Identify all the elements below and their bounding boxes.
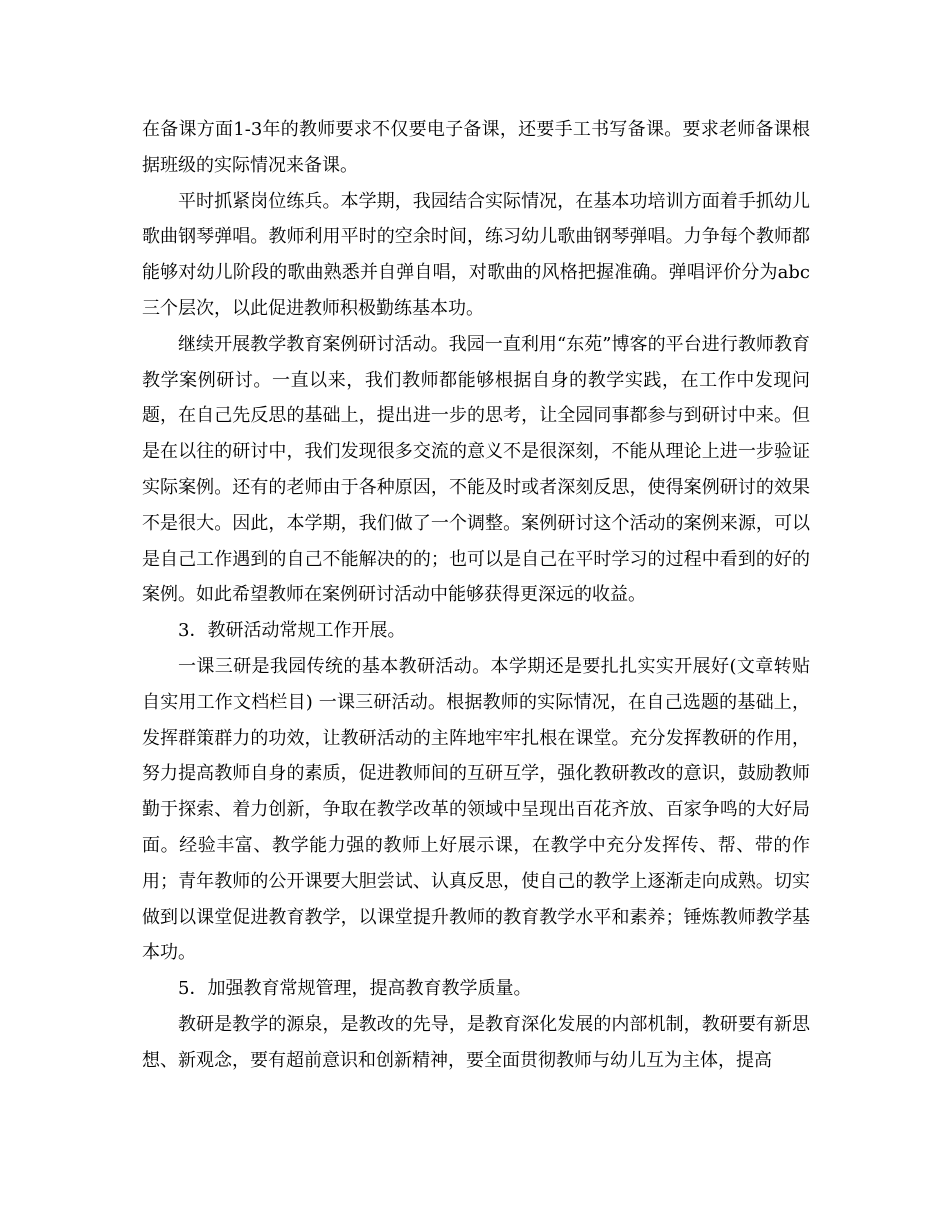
paragraph-skill-training: 平时抓紧岗位练兵。本学期，我园结合实际情况，在基本功培训方面着手抓幼儿歌曲钢琴弹唱。教师利用平时的空余时间，练习幼儿歌曲钢琴弹唱。力争每个教师都能够对幼儿阶段的歌曲熟悉并自弹自唱，对歌曲的风格把握准确。弹唱评价分为abc三个层次，以此促进教师积极勤练基本功。 <box>142 190 810 319</box>
paragraph-research-source: 教研是教学的源泉，是教改的先导，是教育深化发展的内部机制，教研要有新思想、新观念，要有超前意识和创新精神，要全面贯彻教师与幼儿互为主体，提高 <box>142 1013 810 1071</box>
paragraph-lesson-prep: 在备课方面1-3年的教师要求不仅要电子备课，还要手工书写备课。要求老师备课根据班级的实际情况来备课。 <box>142 119 810 176</box>
paragraph-one-lesson-three-research: 一课三研是我园传统的基本教研活动。本学期还是要扎扎实实开展好(文章转贴自实用工作文档栏目) 一课三研活动。根据教师的实际情况，在自己选题的基础上，发挥群策群力的功效，让教研活动的主阵地牢牢扎根在课堂。充分发挥教研的作用，努力提高教师自身的素质，促进教师间的互研互学，强化教研教改的意识，鼓励教师勤于探索、着力创新，争取在教学改革的领域中呈现出百花齐放、百家争鸣的大好局面。经验丰富、教学能力强的教师上好展示课，在教学中充分发挥传、帮、带的作用；青年教师的公开课要大胆尝试、认真反思，使自己的教学上逐渐走向成熟。切实做到以课堂促进教育教学，以课堂提升教师的教育教学水平和素养；锤炼教师教学基本功。 <box>142 655 810 964</box>
paragraph-case-study: 继续开展教学教育案例研讨活动。我园一直利用“东苑”博客的平台进行教师教育教学案例研讨。一直以来，我们教师都能够根据自身的教学实践，在工作中发现问题，在自己先反思的基础上，提出进一步的思考，让全园同事都参与到研讨中来。但是在以往的研讨中，我们发现很多交流的意义不是很深刻，不能从理论上进一步验证实际案例。还有的老师由于各种原因，不能及时或者深刻反思，使得案例研讨的效果不是很大。因此，本学期，我们做了一个调整。案例研讨这个活动的案例来源，可以是自己工作遇到的自己不能解决的的；也可以是自己在平时学习的过程中看到的好的案例。如此希望教师在案例研讨活动中能够获得更深远的收益。 <box>142 333 810 606</box>
section-heading-teaching-research: 3．教研活动常规工作开展。 <box>178 620 406 642</box>
document-body <box>142 112 810 1079</box>
section-heading-management: 5．加强教育常规管理，提高教育教学质量。 <box>178 978 532 1000</box>
